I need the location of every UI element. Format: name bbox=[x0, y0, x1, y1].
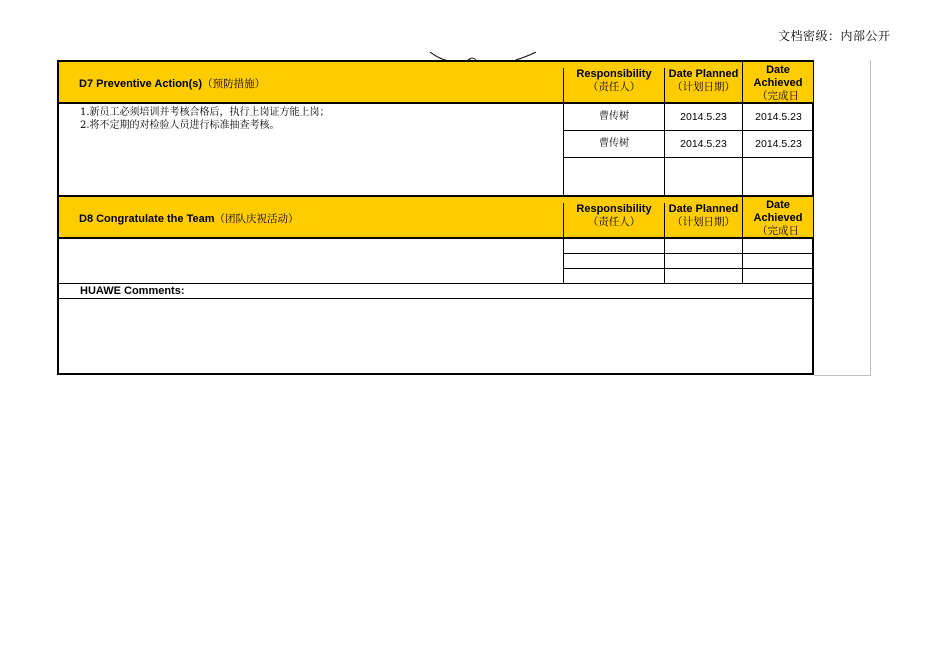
d8-date-achieved-header: Date Achieved （完成日 bbox=[742, 197, 813, 237]
document-classification: 文档密级：内部公开 bbox=[778, 29, 891, 43]
d7-date-planned-header: Date Planned （计划日期） bbox=[664, 68, 742, 104]
d7-responsibility-header: Responsibility （责任人） bbox=[563, 68, 664, 104]
right-margin-column bbox=[814, 60, 871, 376]
d8-header-band bbox=[59, 195, 813, 239]
d8-responsibility-header: Responsibility （责任人） bbox=[563, 203, 664, 239]
d8-title-cn: （团队庆祝活动） bbox=[214, 213, 299, 225]
d7-title-cn: （预防措施） bbox=[202, 78, 266, 90]
d7-row1-date-achieved: 2014.5.23 bbox=[755, 111, 802, 123]
d8-date-planned-header: Date Planned （计划日期） bbox=[664, 203, 742, 239]
d8-title: D8 Congratulate the Team（团队庆祝活动） bbox=[79, 213, 299, 225]
d7-row2-responsibility: 曹传树 bbox=[599, 138, 629, 149]
d7-actions-text bbox=[80, 106, 330, 132]
d7-row1-responsibility: 曹传树 bbox=[599, 111, 629, 122]
d7-row2-date-achieved: 2014.5.23 bbox=[755, 138, 802, 150]
d7-date-achieved-header: Date Achieved （完成日 bbox=[742, 62, 813, 102]
d7-row2-date-planned: 2014.5.23 bbox=[680, 138, 727, 150]
d7-row1-date-planned: 2014.5.23 bbox=[680, 111, 727, 123]
d7-title: D7 Preventive Action(s)（预防措施） bbox=[79, 78, 266, 90]
d7-header-band bbox=[59, 60, 813, 104]
comments-label: HUAWE Comments: bbox=[80, 285, 185, 297]
d7-action-1: 1.新员工必须培训并考核合格后，执行上岗证方能上岗； bbox=[80, 107, 330, 118]
d7-action-2: 2.将不定期的对检验人员进行标准抽查考核。 bbox=[80, 120, 280, 131]
